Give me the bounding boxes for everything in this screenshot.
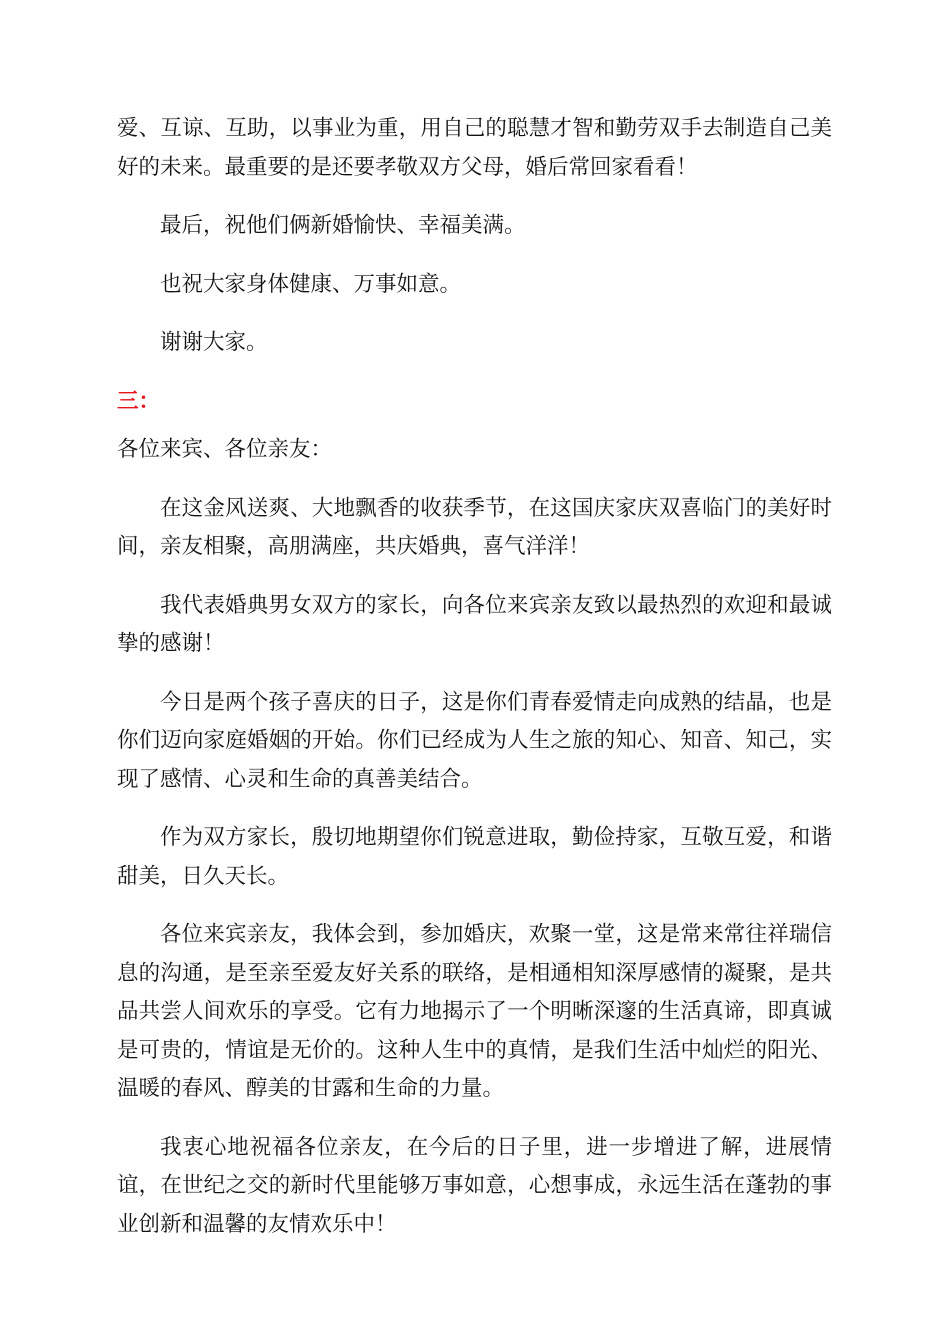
body-paragraph: 各位来宾亲友，我体会到，参加婚庆，欢聚一堂，这是常来常往祥瑞信息的沟通，是至亲至爱友好关系的联络，是相通相知深厚感情的凝聚，是共品共尝人间欢乐的享受。它有力地揭示了一个明晰深邃的生活真谛，即真诚是可贵的，情谊是无价的。这种人生中的真情，是我们生活中灿烂的阳光、温暖的春风、醇美的甘露和生命的力量。 [117,922,832,1101]
continued-paragraph: 爱、互谅、互助，以事业为重，用自己的聪慧才智和勤劳双手去制造自己美好的未来。最重要的是还要孝敬双方父母，婚后常回家看看！ [117,116,832,180]
body-paragraph: 作为双方家长，殷切地期望你们锐意进取，勤俭持家，互敬互爱，和谐甜美，日久天长。 [117,825,832,889]
body-paragraph: 在这金风送爽、大地飘香的收获季节，在这国庆家庆双喜临门的美好时间，亲友相聚，高朋满座，共庆婚典，喜气洋洋！ [117,495,832,559]
salutation: 各位来宾、各位亲友： [117,437,333,462]
document-body [117,110,832,1264]
closing-wishes: 最后，祝他们俩新婚愉快、幸福美满。 [160,213,526,238]
section-heading: 三： [117,388,161,414]
closing-thanks: 谢谢大家。 [160,330,268,355]
body-paragraph: 我代表婚典男女双方的家长，向各位来宾亲友致以最热烈的欢迎和最诚挚的感谢！ [117,592,832,656]
body-paragraph: 我衷心地祝福各位亲友，在今后的日子里，进一步增进了解，进展情谊，在世纪之交的新时代里能够万事如意，心想事成，永远生活在蓬勃的事业创新和温馨的友情欢乐中！ [117,1134,832,1237]
closing-blessing: 也祝大家身体健康、万事如意。 [160,271,462,297]
body-paragraph: 今日是两个孩子喜庆的日子，这是你们青春爱情走向成熟的结晶，也是你们迈向家庭婚姻的开始。你们已经成为人生之旅的知心、知音、知己，实现了感情、心灵和生命的真善美结合。 [117,689,832,792]
